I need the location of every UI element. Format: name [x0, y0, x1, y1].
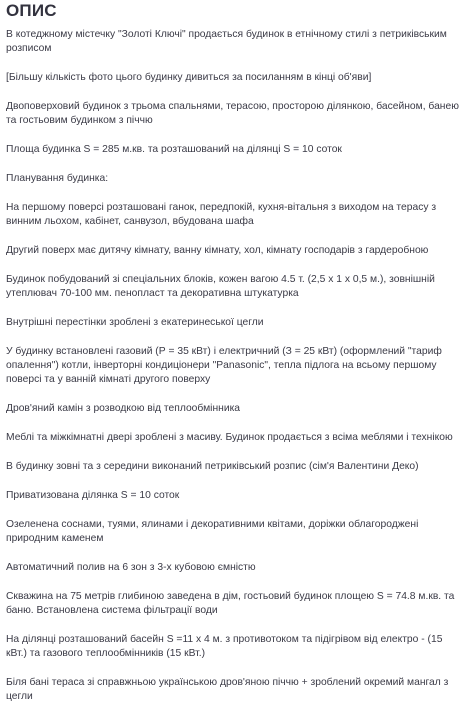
well-water: Скважина на 75 метрів глибиною заведена в дім, гостьовий будинок площею S = 74.8 м.кв. та баню. Встановлена система фільтрації води: [6, 591, 455, 616]
construction-details: Будинок побудований зі спеціальних блоків, кожен вагою 4.5 т. (2,5 х 1 х 0,5 м.), зовнішній утеплювач 70-100 мм. пенопласт та декоративна штукатурка: [6, 274, 435, 299]
photos-link-note: [Більшу кількість фото цього будинку дивиться за посиланням в кінці об'яви]: [6, 72, 372, 83]
fireplace: Дров'яний камін з розводкою від теплообмінника: [6, 403, 241, 414]
heating-details: У будинку встановлені газовий (Р = 35 кВт) і електричний (З = 25 кВт) (оформлений "тариф опалення") котли, інверторні кондиціонери "Panasonic", тепла підлога на всьому першому поверсі та у ванній кімнаті другого поверху: [6, 346, 442, 385]
description-paragraph: Двоповерховий будинок з трьома спальнями, терасою, просторою ділянкою, басейном, банею та гостьовим будинком з піччю: [6, 101, 459, 126]
plot-area: Приватизована ділянка S = 10 соток: [6, 490, 180, 501]
second-floor-layout: Другий поверх має дитячу кімнату, ванну кімнату, хол, кімнату господарів з гардеробною: [6, 245, 429, 256]
section-title: ОПИС: [6, 1, 57, 20]
bath-terrace: Біля бані тераса зі справжньою українською дров'яною піччю + зроблений окремий мангал з цегли: [6, 677, 449, 702]
layout-heading: Планування будинка:: [6, 173, 109, 184]
first-floor-layout: На першому поверсі розташовані ганок, передпокій, кухня-вітальня з виходом на терасу з винним льохом, кабінет, санвузол, вбудована шафа: [6, 202, 437, 227]
irrigation: Автоматичний полив на 6 зон з 3-х кубовою ємністю: [6, 562, 256, 573]
interior-walls: Внутрішні перестінки зроблені з екатеринеcької цегли: [6, 317, 264, 328]
pool: На ділянці розташований басейн S =11 х 4 м. з противотоком та підігрівом від електро - (15 кВт.) та газового теплообмінників (15 кВт.): [6, 634, 443, 659]
furniture: Меблі та міжкімнатні двері зроблені з масиву. Будинок продається з всіма меблями і технікою: [6, 432, 453, 443]
description-body: [6, 28, 461, 704]
petrykivka-painting: В будинку зовні та з середини виконаний петриківський розпис (сім'я Валентини Деко): [6, 461, 419, 472]
description-paragraph: В котеджному містечку "Золоті Ключі" продається будинок в етнічному стилі з петриківським розписом: [6, 29, 447, 54]
landscaping: Озеленена соснами, туями, ялинами і декоративними квітами, доріжки облагороджені природним каменем: [6, 519, 419, 544]
house-area: Площа будинка S = 285 м.кв. та розташований на ділянці S = 10 соток: [6, 144, 342, 155]
